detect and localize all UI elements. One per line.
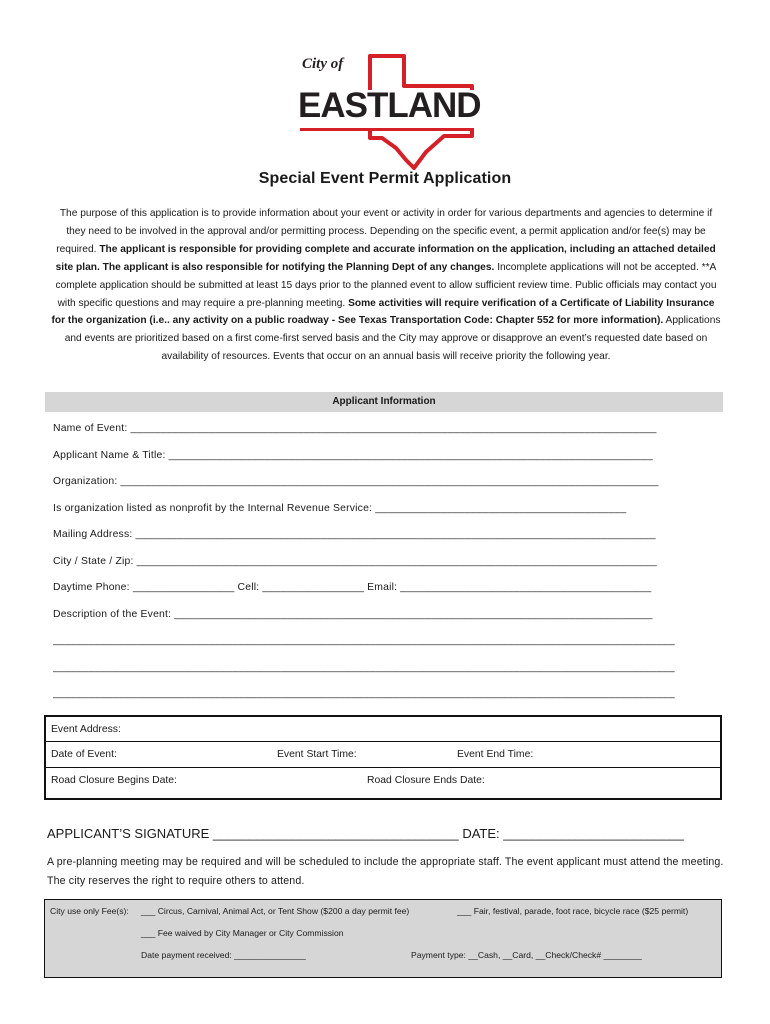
phone-cell-email-field[interactable]: Daytime Phone: _________________ Cell: _________________ Email: __________________________________________: [53, 582, 652, 593]
intro-bold-2: Some activities will require verification of a Certificate of Liability Insurance for the organization (i.e.. any activity on a public roadway - See Texas Transportation Code: Chapter 552 for more information).: [51, 297, 715, 327]
intro-text-3: Applications and events are prioritized based on a first come-first served basis and the City may approve or disapprove an event’s requested date based on availability of resources. Events that occur on an annual basis will receive priority the following year.: [64, 315, 721, 363]
organization-field[interactable]: Organization: __________________________________________________________________________________________: [53, 476, 659, 487]
intro-text-2: Incomplete applications will not be accepted. **A complete application should be submitted at least 15 days prior to the planned event to allow sufficient review time. Public officials may contact you with specific questions and may require a pre-planning meeting.: [55, 261, 717, 309]
intro-paragraph: [50, 205, 722, 366]
intro-text-1: The purpose of this application is to provide information about your event or activity in order for various departments and agencies to determine if they need to be involved in the approval and/or permitting process. Depending on the specific event, a permit application and/or fee(s) may be required.: [56, 208, 713, 255]
description-line-2[interactable]: ________________________________________________________________________________________________________: [53, 635, 675, 646]
fee-fair-option[interactable]: ___ Fair, festival, parade, foot race, bicycle race ($25 permit): [457, 906, 689, 916]
description-field[interactable]: Description of the Event: ________________________________________________________________________________: [53, 609, 653, 620]
applicant-name-field[interactable]: Applicant Name & Title: _________________________________________________________________________________: [53, 450, 653, 461]
box-divider: [46, 741, 720, 742]
description-line-4[interactable]: ________________________________________________________________________________________________________: [53, 688, 675, 699]
applicant-signature-line[interactable]: APPLICANT’S SIGNATURE __________________________________ DATE: _________________________: [47, 826, 685, 841]
pre-planning-note: A pre-planning meeting may be required and will be scheduled to include the appropriate staff. The event applicant must attend the meeting. The city reserves the right to require others to attend.: [47, 856, 724, 887]
applicant-info-header: Applicant Information: [45, 392, 723, 412]
payment-type[interactable]: Payment type: __Cash, __Card, __Check/Check# ________: [411, 950, 642, 960]
city-state-zip-field[interactable]: City / State / Zip: _______________________________________________________________________________________: [53, 556, 657, 567]
city-of-eastland-logo: [296, 52, 481, 170]
fee-circus-option[interactable]: ___ Circus, Carnival, Animal Act, or Tent Show ($200 a day permit fee): [141, 906, 410, 916]
page-title: Special Event Permit Application: [258, 170, 512, 187]
closure-begins-label: Road Closure Begins Date:: [51, 775, 177, 786]
name-of-event-field[interactable]: Name of Event: ________________________________________________________________________________________: [53, 423, 657, 434]
nonprofit-field[interactable]: Is organization listed as nonprofit by the Internal Revenue Service: __________________________________________: [53, 503, 627, 514]
end-time-label: Event End Time:: [457, 749, 534, 760]
city-use-only-box: [44, 899, 722, 978]
mailing-address-field[interactable]: Mailing Address: _______________________________________________________________________________________: [53, 529, 656, 540]
description-line-3[interactable]: ________________________________________________________________________________________________________: [53, 662, 675, 673]
fee-waived-option[interactable]: ___ Fee waived by City Manager or City Commission: [141, 928, 344, 938]
logo-text-large: EASTLAND: [298, 86, 481, 125]
date-payment-received[interactable]: Date payment received: _______________: [141, 950, 306, 960]
closure-ends-label: Road Closure Ends Date:: [367, 775, 485, 786]
city-use-label: City use only Fee(s):: [50, 906, 129, 916]
intro-bold-1: The applicant is responsible for providing complete and accurate information on the application, including an attached detailed site plan. The applicant is also responsible for notifying the Planning Dept of any changes.: [55, 243, 716, 273]
start-time-label: Event Start Time:: [277, 749, 357, 760]
event-address-label: Event Address:: [51, 724, 121, 735]
logo-underline: [300, 128, 474, 131]
date-of-event-label: Date of Event:: [51, 749, 117, 760]
event-details-box: [44, 715, 722, 800]
logo-text-small: City of: [302, 56, 344, 72]
box-divider: [46, 767, 720, 768]
